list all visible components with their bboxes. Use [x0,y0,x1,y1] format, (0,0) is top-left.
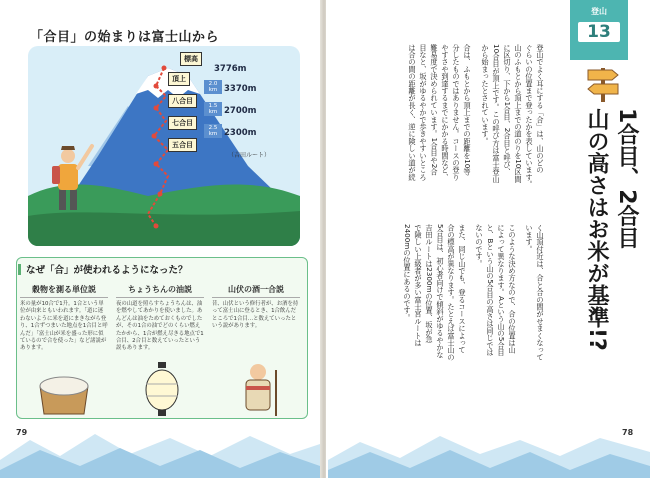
body-column-12: く山頂付近は、合と合の間がせまくなって [536,224,545,361]
mountain-monk-icon [232,360,284,418]
topic-number: 13 [578,22,620,42]
body-column-2: 山のふもとから頂上までの道のりを10区間 [514,44,523,183]
altitude-7th: 2700m [224,106,257,116]
body-column-11: は合の間の距離が長く、逆に険しい道が続 [408,44,417,181]
station-label-7th: 七合目 [168,116,197,130]
body-column-9: 難易度で決められています。1合目や2合 [430,44,439,176]
body-column-18: また、同じ山でも、登るコースによって [458,224,467,354]
right-page-number: 78 [622,428,634,437]
body-column-7: 分したものではありません。コースの登り [452,44,461,181]
body-column-19: 合の標高が異なります。たとえば富士山の [447,224,456,361]
station-label-5th: 五合目 [168,138,197,152]
topic-category: 登山 [591,7,607,16]
summit-altitude-label: 標高 [180,52,202,66]
body-column-20: 5合目は、初心者向けで傾斜がゆるやかな [436,224,445,359]
theory-title: 穀物を測る単位説 [20,284,108,298]
route-note: （吉田ルート） [228,152,271,159]
altitude-5th: 2300m [224,128,257,138]
theory-text: 米の量が10合で1升。1合という単位が由来ともいわれます。「道に迷わないように米を道にまきながら登り、1合ずつまいた地点を1合目と呼んだ」「富士山が米を盛った形に似ているので合を使った」など諸説があります。 [20,301,108,352]
theory-text: 昔、山伏という修行者が、お酒を持って富士山に登るとき、1合飲んだところで1合目…と数えていったという説があります。 [212,301,299,330]
station-label-8th: 八合目 [168,94,197,108]
rice-measure-box-icon [34,368,94,416]
body-column-13: います。 [525,224,534,253]
body-column-17: ないのです。 [475,224,484,268]
distance-7th-5th: 2.5 km [204,124,222,138]
body-column-0: 登山でよく耳にする「合」は、山のどの [536,44,545,174]
mountain-graphic [28,46,300,246]
theory-title: ちょうちんの油説 [116,284,204,298]
station-label-summit: 頂上 [168,72,190,86]
body-column-1: ぐらいの位置まで登ったかを表しています。 [525,44,534,188]
headline-line-2: 山の高さはお米が基準!? [584,108,609,351]
question-accent-bar [18,264,21,275]
body-column-15: によって異なります。Aという山の5合目 [497,224,506,356]
footer-mountain-waves [0,420,650,478]
theory-text: 夜の山道を照らすちょうちんは、油を燃やしてあかりを使いました。あんどんは油をためておくものでしたが、その1合の油でどのくらい燃えたかから、1合が燃え尽きる地点で1合目、2合目と数えていったという説もあります。 [116,301,204,352]
distance-summit-8th: 2.0 km [204,80,222,94]
theory-title: 山伏の酒一合説 [212,284,300,298]
body-column-16: と、Bという山の5合目の高さは同じでは [486,224,495,356]
body-column-4: 10合目が頂上です。この呼び方は富士登山 [492,44,501,183]
body-column-22: で険しい上級者が多い富士宮ルートは [414,224,423,347]
lantern-icon [138,362,186,418]
altitude-summit: 3776m [214,64,247,74]
body-column-23: 2400mの位置にあるのです。 [403,224,412,322]
distance-8th-7th: 1.5 km [204,102,222,116]
body-column-6: 合は、ふもとから頂上までの距離を10等 [463,44,472,176]
altitude-8th: 3370m [224,84,257,94]
fuji-illustration [28,46,300,246]
body-column-10: 目なと、坂がゆるやかで歩きやすいところ [419,44,428,181]
left-page-number: 79 [16,428,28,437]
body-column-8: やすさや到達するまでにかかる時間など、 [441,44,450,181]
body-column-14: このような決め方なので、合の位置は山 [508,224,517,354]
left-page-title: 「合目」の始まりは富士山から [30,30,220,45]
question-title: なぜ「合」が使われるようになった？ [26,265,188,276]
signpost-icon [586,62,620,102]
headline-line-1: 1合目、2合目 [614,108,639,249]
body-column-21: 吉田ルートは2300mの位置、坂が急 [425,224,434,343]
body-column-3: に区切り、下から1合目、2合目と呼び、 [503,44,512,176]
body-column-5: から始まったとされています。 [481,44,490,145]
